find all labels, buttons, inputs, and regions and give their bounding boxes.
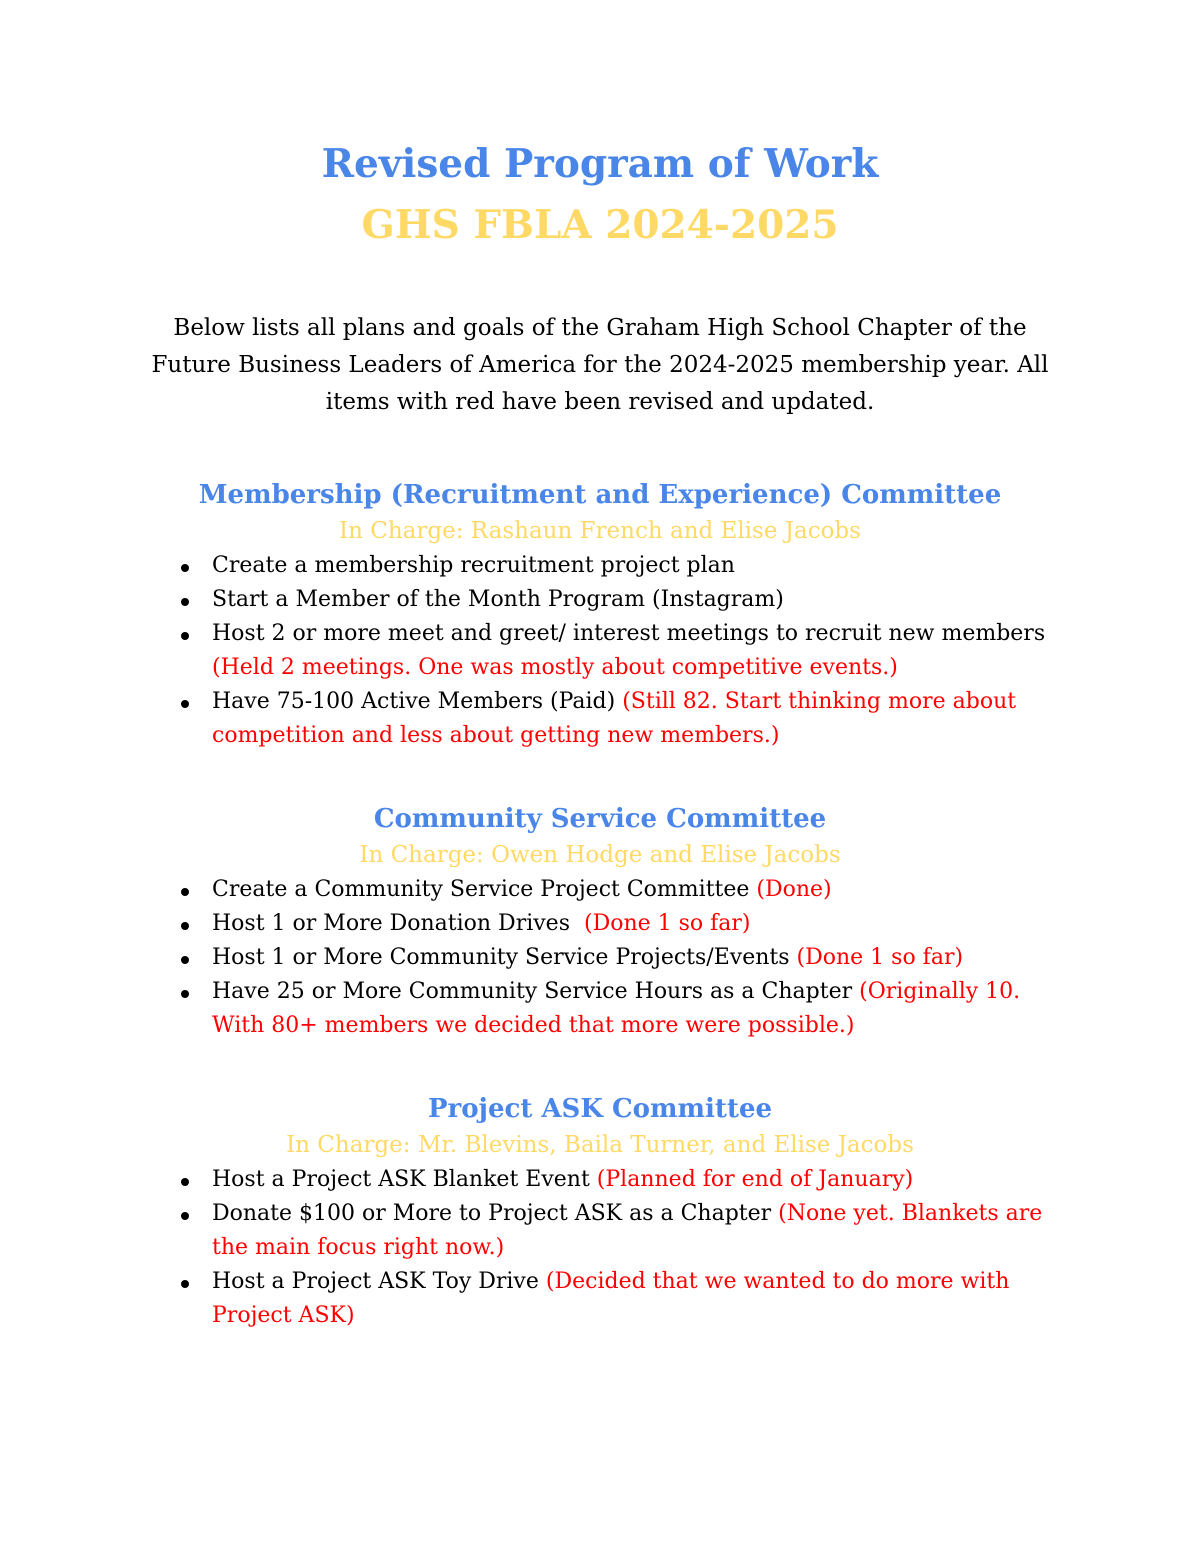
item-text: Create a membership recruitment project plan — [212, 553, 735, 578]
item-text: Donate $100 or More to Project ASK as a Chapter — [212, 1201, 779, 1226]
list-item — [212, 583, 1062, 617]
section-heading: Membership (Recruitment and Experience) Committee — [198, 480, 1002, 510]
list-item — [212, 617, 1062, 685]
section-project-ask — [0, 1091, 1200, 1333]
revision-note: (Originally 10. With 80+ members we decided that more were possible.) — [212, 979, 1021, 1038]
bullet-icon — [181, 700, 189, 708]
bullet-icon — [181, 598, 189, 606]
bullet-icon — [181, 564, 189, 572]
section-membership — [0, 477, 1200, 753]
list-item — [212, 685, 1062, 753]
document-subtitle: GHS FBLA 2024-2025 — [361, 202, 839, 248]
revision-note: (Done 1 so far) — [583, 911, 751, 936]
list-item — [212, 907, 1062, 941]
bullet-icon — [181, 1178, 189, 1186]
revision-note: (Done) — [756, 877, 832, 902]
bullet-icon — [181, 632, 189, 640]
revision-note: (Planned for end of January) — [596, 1167, 914, 1192]
revision-note: (None yet. Blankets are the main focus right now.) — [212, 1201, 1043, 1260]
section-community-service — [0, 801, 1200, 1043]
bullet-icon — [181, 888, 189, 896]
list-item — [212, 941, 1062, 975]
bullet-icon — [181, 956, 189, 964]
section-heading: Community Service Committee — [373, 804, 827, 834]
revision-note: (Decided that we wanted to do more with Project ASK) — [212, 1269, 1010, 1328]
intro-paragraph: Below lists all plans and goals of the Graham High School Chapter of the Future Business Leaders of America for the 2024-2025 membership year. All items with red have been revised and updated. — [151, 315, 1049, 415]
item-text: Create a Community Service Project Committee — [212, 877, 757, 902]
item-text: Have 75-100 Active Members (Paid) — [212, 689, 623, 714]
list-item — [212, 1265, 1062, 1333]
item-text: Have 25 or More Community Service Hours as a Chapter — [212, 979, 860, 1004]
section-in-charge: In Charge: Owen Hodge and Elise Jacobs — [359, 842, 841, 868]
section-in-charge: In Charge: Rashaun French and Elise Jacobs — [339, 518, 861, 544]
goal-list — [0, 873, 1062, 1043]
list-item — [212, 975, 1062, 1043]
goal-list — [0, 549, 1062, 753]
bullet-icon — [181, 990, 189, 998]
list-item — [212, 1163, 1062, 1197]
section-in-charge: In Charge: Mr. Blevins, Baila Turner, and Elise Jacobs — [286, 1132, 914, 1158]
bullet-icon — [181, 1280, 189, 1288]
item-text: Host 2 or more meet and greet/ interest meetings to recruit new members — [212, 621, 1046, 646]
item-text: Host 1 or More Donation Drives — [212, 911, 584, 936]
item-text: Host 1 or More Community Service Projects/Events — [212, 945, 797, 970]
goal-list — [0, 1163, 1062, 1333]
item-text: Host a Project ASK Toy Drive — [212, 1269, 546, 1294]
list-item — [212, 1197, 1062, 1265]
revision-note: (Done 1 so far) — [796, 945, 964, 970]
list-item — [212, 549, 1062, 583]
revision-note: (Still 82. Start thinking more about competition and less about getting new members.) — [212, 689, 1017, 748]
section-heading: Project ASK Committee — [427, 1094, 773, 1124]
bullet-icon — [181, 1212, 189, 1220]
item-text: Start a Member of the Month Program (Instagram) — [212, 587, 784, 612]
item-text: Host a Project ASK Blanket Event — [212, 1167, 597, 1192]
bullet-icon — [181, 922, 189, 930]
document-title: Revised Program of Work — [321, 141, 879, 187]
revision-note: (Held 2 meetings. One was mostly about competitive events.) — [212, 655, 898, 680]
list-item — [212, 873, 1062, 907]
